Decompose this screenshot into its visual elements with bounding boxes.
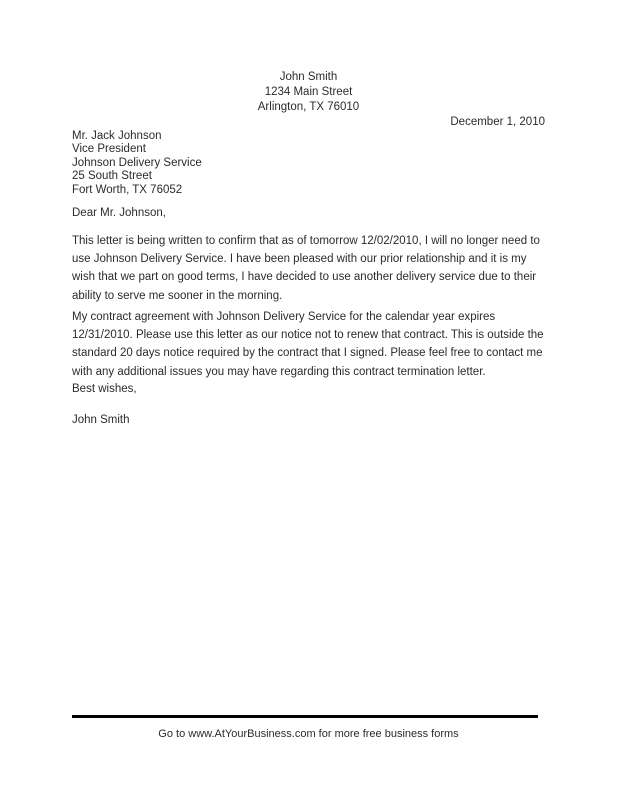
body-paragraph-1: This letter is being written to confirm that as of tomorrow 12/02/2010, I will no longer need to use Johnson Delivery Service. I have been pleased with our prior relationship and it is my wish that we part on good terms, I have decided to use another delivery service due to their ability to serve me sooner in the morning. [72, 235, 540, 302]
recipient-address-block [72, 130, 545, 197]
sender-name: John Smith [279, 71, 338, 83]
letter-date: December 1, 2010 [450, 116, 545, 128]
recipient-company: Johnson Delivery Service [72, 156, 202, 169]
body-paragraph-2: My contract agreement with Johnson Delivery Service for the calendar year expires 12/31/2010. Please use this letter as our notice not to renew that contract. This is outside the standard 20 days notice required by the contract that I signed. Please feel free to contact me with any additional issues you may have regarding this contract termination letter. [72, 311, 544, 378]
footer-promo-text: Go to www.AtYourBusiness.com for more free business forms [158, 728, 459, 740]
salutation: Dear Mr. Johnson, [72, 207, 166, 219]
sender-street: 1234 Main Street [264, 86, 353, 98]
recipient-name: Mr. Jack Johnson [72, 130, 162, 142]
sender-city-state-zip: Arlington, TX 76010 [257, 101, 360, 113]
recipient-street: 25 South Street [72, 170, 152, 183]
signature-name: John Smith [72, 414, 130, 426]
sender-address-block [72, 70, 545, 115]
recipient-city-state-zip: Fort Worth, TX 76052 [72, 183, 183, 196]
recipient-title: Vice President [72, 143, 146, 156]
closing-phrase: Best wishes, [72, 383, 137, 395]
footer-divider [72, 715, 538, 718]
